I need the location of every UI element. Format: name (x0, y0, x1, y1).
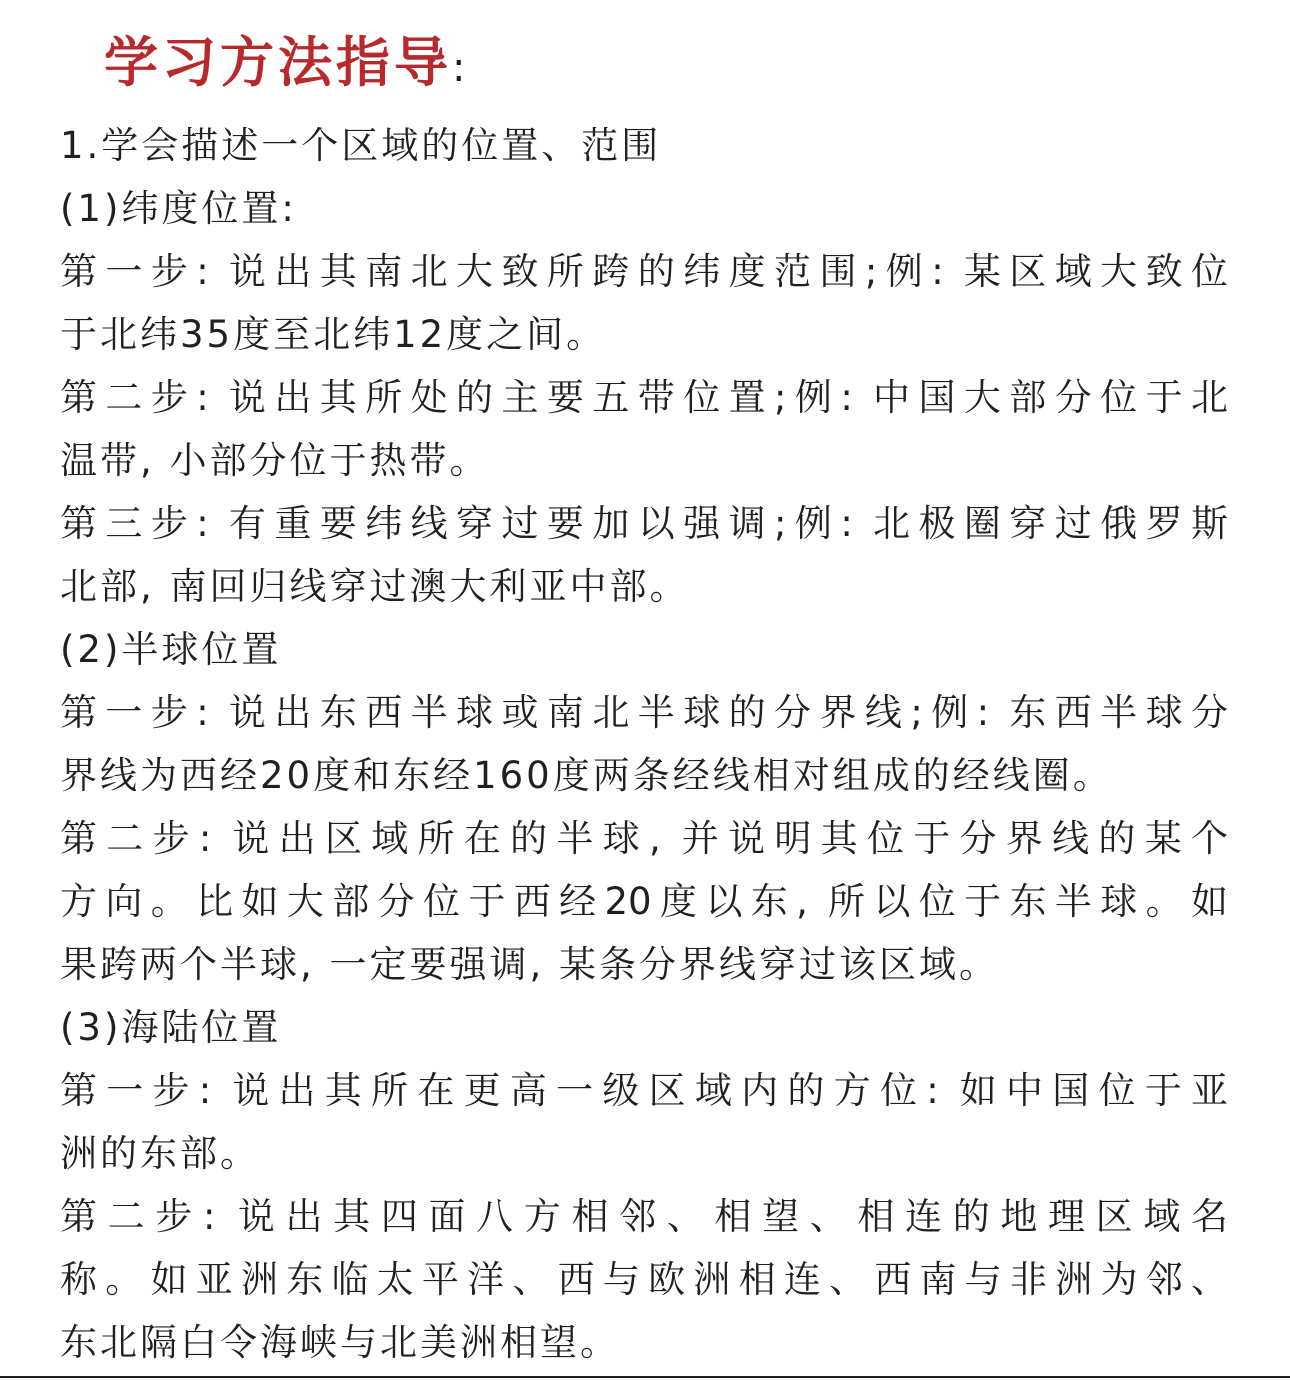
paragraph-line: 于北纬35度至北纬12度之间。 (60, 313, 607, 356)
paragraph-line: 第二步: 说出其所处的主要五带位置;例: 中国大部分位于北 (60, 376, 1228, 419)
paragraph-line: 第一步: 说出其南北大致所跨的纬度范围;例: 某区域大致位 (60, 250, 1228, 293)
subsection-heading-hemisphere: (2)半球位置 (60, 628, 282, 671)
paragraph-line: 北部, 南回归线穿过澳大利亚中部。 (60, 565, 690, 608)
guide-body (60, 114, 1228, 1374)
paragraph-line: 东北隔白令海峡与北美洲相望。 (60, 1321, 620, 1364)
paragraph-line: 方向。比如大部分位于西经20度以东, 所以位于东半球。如 (60, 880, 1228, 923)
paragraph-line: 第一步: 说出东西半球或南北半球的分界线;例: 东西半球分 (60, 691, 1228, 734)
paragraph-line: 果跨两个半球, 一定要强调, 某条分界线穿过该区域。 (60, 943, 1000, 986)
paragraph-line: 第三步: 有重要纬线穿过要加以强调;例: 北极圈穿过俄罗斯 (60, 502, 1228, 545)
page-title (104, 28, 465, 98)
paragraph-line: 第二步: 说出其四面八方相邻、相望、相连的地理区域名 (60, 1195, 1228, 1238)
paragraph-line: 温带, 小部分位于热带。 (60, 439, 490, 482)
page-title-text: 学习方法指导 (104, 31, 452, 94)
paragraph-line: 称。如亚洲东临太平洋、西与欧洲相连、西南与非洲为邻、 (60, 1258, 1228, 1301)
section-heading: 1.学会描述一个区域的位置、范围 (60, 124, 662, 167)
subsection-heading-sea-land: (3)海陆位置 (60, 1006, 282, 1049)
paragraph-line: 第二步: 说出区域所在的半球, 并说明其位于分界线的某个 (60, 817, 1228, 860)
paragraph-line: 界线为西经20度和东经160度两条经线相对组成的经线圈。 (60, 754, 1113, 797)
page-title-colon: : (452, 45, 466, 91)
subsection-heading-latitude: (1)纬度位置: (60, 187, 297, 230)
paragraph-line: 洲的东部。 (60, 1132, 260, 1175)
paragraph-line: 第一步: 说出其所在更高一级区域内的方位: 如中国位于亚 (60, 1069, 1228, 1112)
bottom-divider (0, 1376, 1290, 1378)
